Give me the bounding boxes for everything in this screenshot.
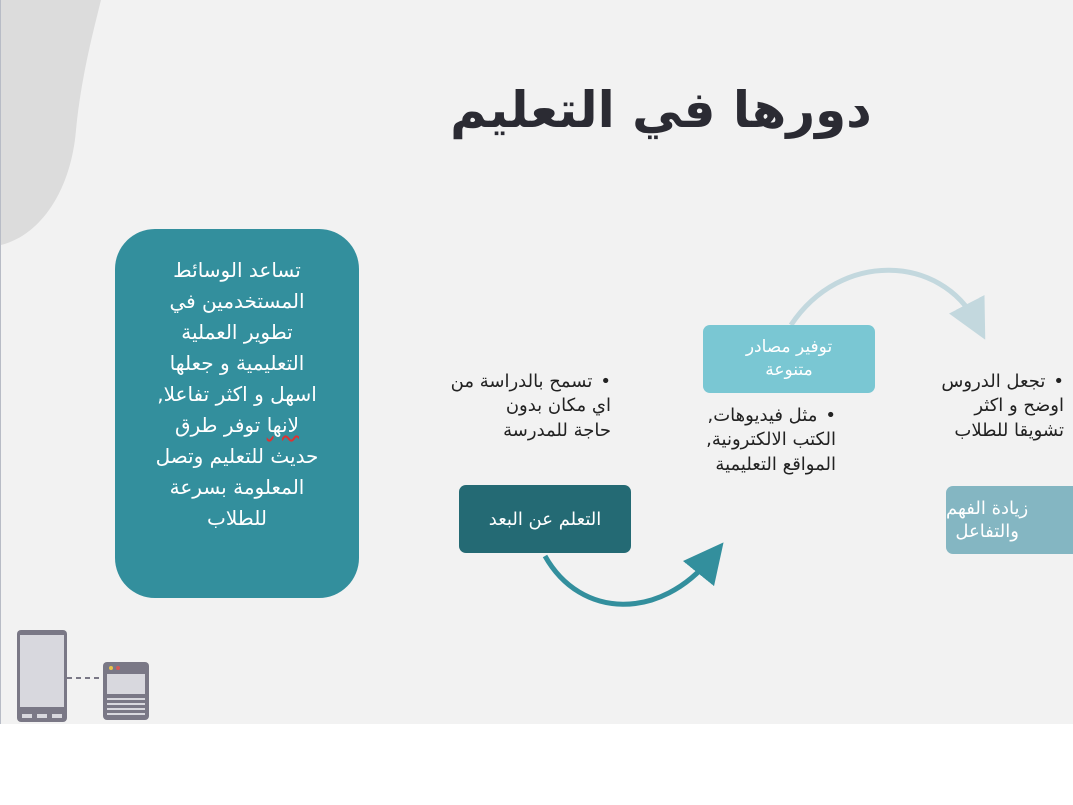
- bullet-remote-learning: [421, 370, 611, 443]
- understanding-label: [946, 497, 1028, 544]
- bullet-line: اوضح و اكثر: [974, 395, 1064, 417]
- intro-line: المعلومة بسرعة: [169, 475, 305, 499]
- remote-learning-box: [459, 485, 631, 553]
- remote-learning-label: التعلم عن البعد: [488, 508, 602, 530]
- bullet-clearer-lessons: [904, 370, 1064, 443]
- box-label-line: والتفاعل: [955, 521, 1019, 542]
- intro-line: المستخدمين في: [169, 289, 305, 313]
- bullet-text: مثل فيديوهات,: [707, 405, 818, 426]
- bullet-line: [904, 370, 1064, 394]
- bullet-line: الكتب الالكترونية,: [706, 429, 836, 451]
- intro-line: حديث للتعليم وتصل: [155, 444, 319, 468]
- spellcheck-word: لانها: [266, 413, 299, 437]
- slide-title: دورها في التعليم: [450, 81, 872, 139]
- bullet-dot: •: [1053, 371, 1064, 392]
- understanding-box: [946, 486, 1073, 554]
- box-label-line: متنوعة: [765, 360, 813, 380]
- intro-line: التعليمية و جعلها: [169, 351, 305, 375]
- bullet-line: [421, 370, 611, 394]
- bullet-line: اي مكان بدون: [505, 395, 611, 417]
- intro-line: للطلاب: [207, 506, 267, 530]
- diverse-sources-label: [746, 336, 832, 382]
- intro-line: تطوير العملية: [181, 320, 293, 344]
- bullet-line: [661, 404, 836, 428]
- box-label-line: زيادة الفهم: [946, 497, 1029, 519]
- phone-icon: [17, 630, 67, 722]
- intro-line: تساعد الوسائط: [173, 258, 301, 282]
- bullet-text: تسمح بالدراسة من: [450, 371, 593, 392]
- intro-line: اسهل و اكثر تفاعلا,: [157, 382, 317, 406]
- bullet-media-sources: [661, 404, 836, 477]
- browser-window-icon: [103, 662, 149, 720]
- arrow-curved-up: [545, 556, 711, 604]
- bullet-text: تجعل الدروس: [941, 371, 1046, 392]
- bullet-dot: •: [825, 405, 836, 426]
- diverse-sources-box: [703, 325, 875, 393]
- bullet-line: المواقع التعليمية: [715, 453, 836, 475]
- intro-line-rest: توفر طرق: [175, 413, 267, 437]
- bullet-dot: •: [600, 371, 611, 392]
- bullet-line: حاجة للمدرسة: [503, 419, 611, 441]
- process-arrows: [1, 0, 1073, 724]
- box-label-line: توفير مصادر: [745, 337, 833, 358]
- bullet-line: تشويقا للطلاب: [954, 419, 1064, 441]
- devices-illustration: [1, 620, 161, 724]
- arrow-curved-over: [791, 270, 976, 325]
